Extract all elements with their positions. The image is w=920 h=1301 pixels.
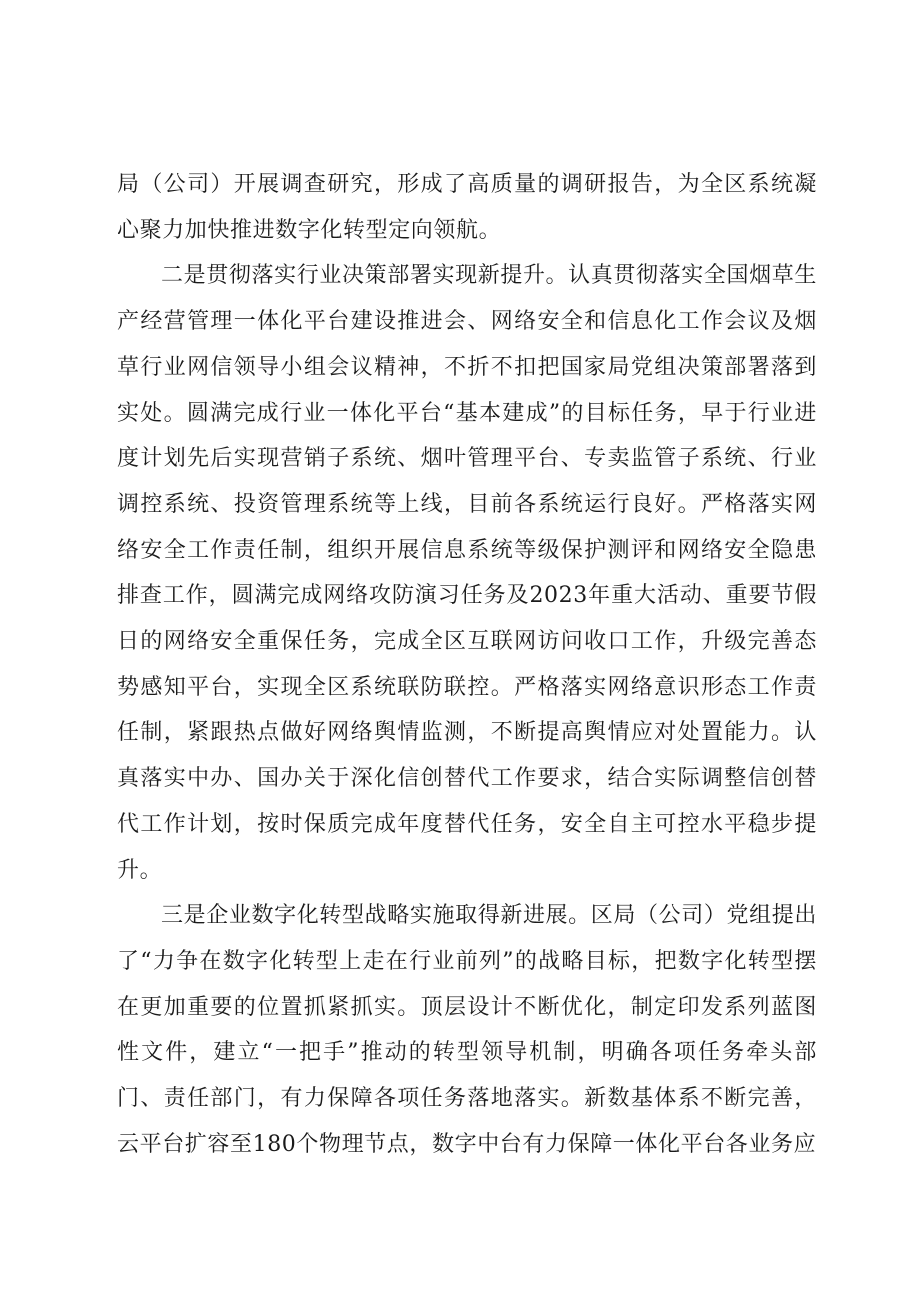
- paragraph-section-three: 三是企业数字化转型战略实施取得新进展。区局（公司）党组提出了“力争在数字化转型上走在行业前列”的战略目标，把数字化转型摆在更加重要的位置抓紧抓实。顶层设计不断优化，制定印发系列蓝图性文件，建立“一把手”推动的转型领导机制，明确各项任务牵头部门、责任部门，有力保障各项任务落地落实。新数基体系不断完善，云平台扩容至180个物理节点，数字中台有力保障一体化平台各业务应: [117, 903, 817, 1157]
- paragraph-continuation: 局（公司）开展调查研究，形成了高质量的调研报告，为全区系统凝心聚力加快推进数字化转型定向领航。: [117, 172, 817, 243]
- paragraph-section-two: 二是贯彻落实行业决策部署实现新提升。认真贯彻落实全国烟草生产经营管理一体化平台建设推进会、网络安全和信息化工作会议及烟草行业网信领导小组会议精神，不折不扣把国家局党组决策部署落到实处。圆满完成行业一体化平台“基本建成”的目标任务，早于行业进度计划先后实现营销子系统、烟叶管理平台、专卖监管子系统、行业调控系统、投资管理系统等上线，目前各系统运行良好。严格落实网络安全工作责任制，组织开展信息系统等级保护测评和网络安全隐患排查工作，圆满完成网络攻防演习任务及2023年重大活动、重要节假日的网络安全重保任务，完成全区互联网访问收口工作，升级完善态势感知平台，实现全区系统联防联控。严格落实网络意识形态工作责任制，紧跟热点做好网络舆情监测，不断提高舆情应对处置能力。认真落实中办、国办关于深化信创替代工作要求，结合实际调整信创替代工作计划，按时保质完成年度替代任务，安全自主可控水平稳步提升。: [117, 263, 817, 883]
- document-body: [117, 162, 817, 1167]
